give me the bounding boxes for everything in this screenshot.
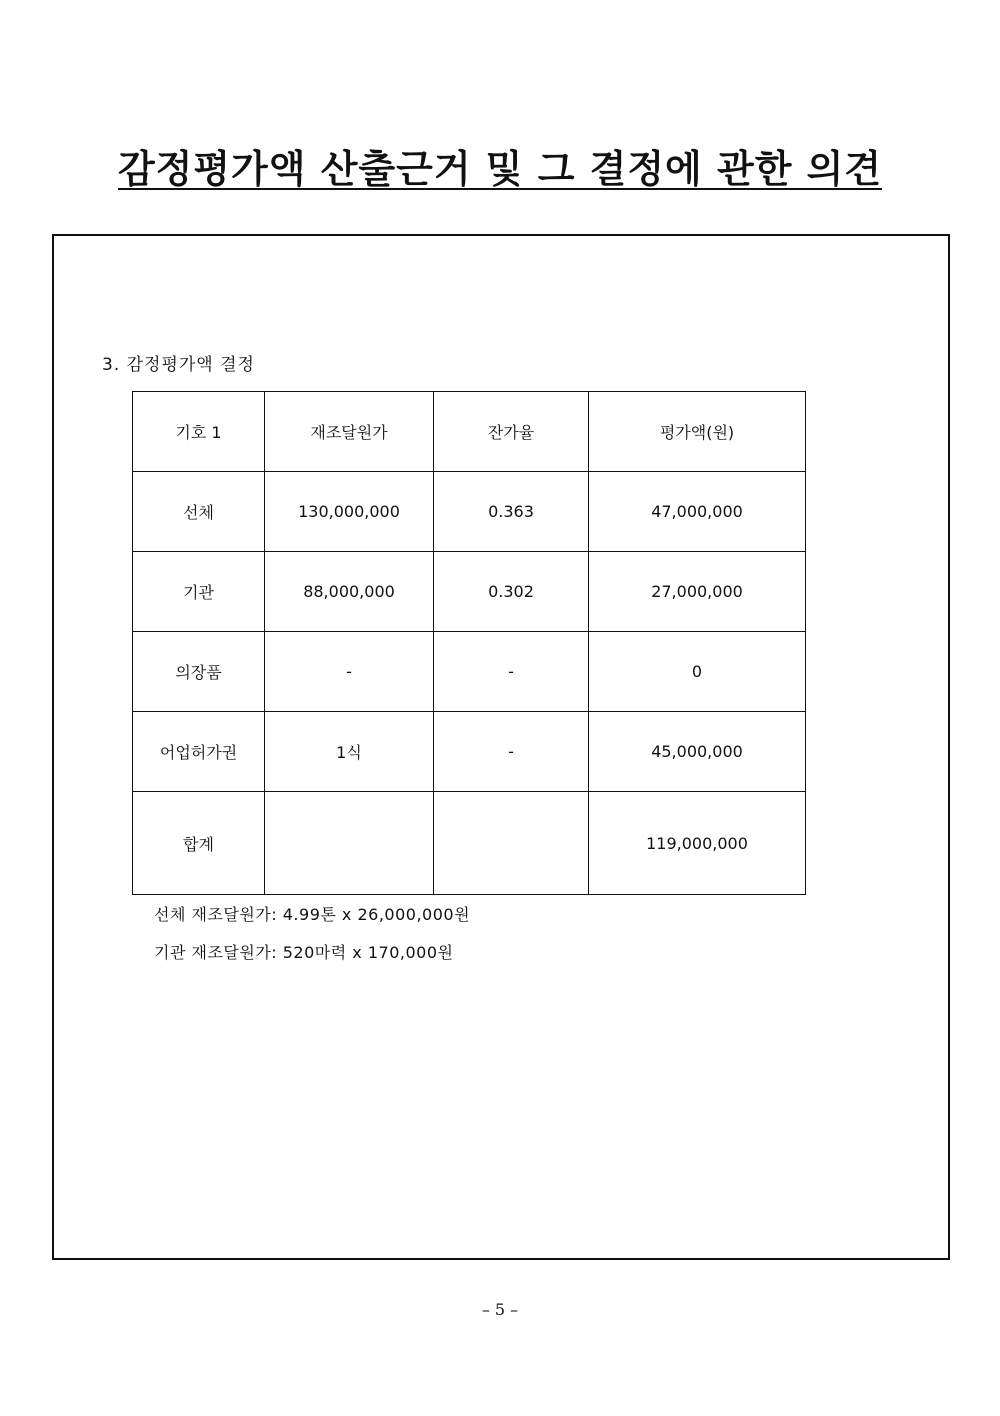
table-cell: 기관 <box>133 552 265 632</box>
table-cell: - <box>434 712 589 792</box>
header-cell-appraised-value: 평가액(원) <box>589 392 806 472</box>
table-cell: 의장품 <box>133 632 265 712</box>
table-cell: 어업허가권 <box>133 712 265 792</box>
note-hull-cost: 선체 재조달원가: 4.99톤 x 26,000,000원 <box>154 905 471 924</box>
table-cell: 27,000,000 <box>589 552 806 632</box>
table-cell: 88,000,000 <box>265 552 434 632</box>
table-cell: 0.302 <box>434 552 589 632</box>
table-cell: 선체 <box>133 472 265 552</box>
header-cell-residual-rate: 잔가율 <box>434 392 589 472</box>
page-title: 감정평가액 산출근거 및 그 결정에 관한 의견 <box>117 147 883 191</box>
table-cell: - <box>434 632 589 712</box>
table-cell: 47,000,000 <box>589 472 806 552</box>
table-cell: - <box>265 632 434 712</box>
total-value-cell: 119,000,000 <box>589 792 806 895</box>
table-cell <box>265 792 434 895</box>
table-header-row <box>133 392 806 472</box>
note-engine-cost: 기관 재조달원가: 520마력 x 170,000원 <box>154 943 454 962</box>
page-number: – 5 – <box>481 1300 519 1319</box>
valuation-table <box>132 391 806 895</box>
table-row <box>133 632 806 712</box>
table-cell: 130,000,000 <box>265 472 434 552</box>
table-cell: 0 <box>589 632 806 712</box>
table-row <box>133 472 806 552</box>
table-cell: 45,000,000 <box>589 712 806 792</box>
table-total-row <box>133 792 806 895</box>
section-heading: 3. 감정평가액 결정 <box>102 355 255 375</box>
header-cell-replacement-cost: 재조달원가 <box>265 392 434 472</box>
table-cell: 0.363 <box>434 472 589 552</box>
table-row <box>133 552 806 632</box>
header-cell-symbol: 기호 1 <box>133 392 265 472</box>
total-label-cell: 합계 <box>133 792 265 895</box>
table-cell <box>434 792 589 895</box>
table-row <box>133 712 806 792</box>
table-cell: 1식 <box>265 712 434 792</box>
